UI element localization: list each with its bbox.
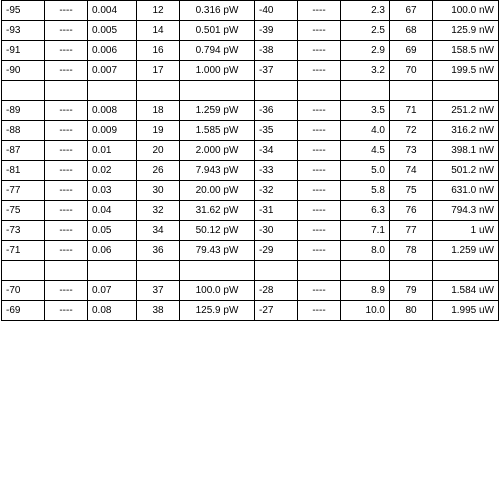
separator-left-cell: ---- bbox=[45, 21, 88, 41]
power-left-cell: 50.12 pW bbox=[180, 221, 255, 241]
level-right-cell: 8.0 bbox=[341, 241, 390, 261]
power-right-cell: 316.2 nW bbox=[433, 121, 499, 141]
dbm-value-right-cell: -35 bbox=[255, 121, 298, 141]
step-left-cell: 19 bbox=[137, 121, 180, 141]
table-row bbox=[2, 301, 499, 321]
step-left-cell: 12 bbox=[137, 1, 180, 21]
dbm-value-left-cell bbox=[2, 261, 45, 281]
power-right-cell: 398.1 nW bbox=[433, 141, 499, 161]
power-left-cell: 0.316 pW bbox=[180, 1, 255, 21]
level-right-cell: 10.0 bbox=[341, 301, 390, 321]
level-left-cell: 0.05 bbox=[88, 221, 137, 241]
separator-left-cell: ---- bbox=[45, 221, 88, 241]
power-left-cell: 7.943 pW bbox=[180, 161, 255, 181]
dbm-value-left-cell: -87 bbox=[2, 141, 45, 161]
power-left-cell: 100.0 pW bbox=[180, 281, 255, 301]
separator-left-cell: ---- bbox=[45, 201, 88, 221]
dbm-value-right-cell: -27 bbox=[255, 301, 298, 321]
step-right-cell: 72 bbox=[390, 121, 433, 141]
separator-left-cell: ---- bbox=[45, 281, 88, 301]
separator-left-cell: ---- bbox=[45, 141, 88, 161]
dbm-value-left-cell: -93 bbox=[2, 21, 45, 41]
separator-right-cell: ---- bbox=[298, 181, 341, 201]
step-left-cell: 17 bbox=[137, 61, 180, 81]
step-left-cell: 16 bbox=[137, 41, 180, 61]
dbm-value-left-cell: -70 bbox=[2, 281, 45, 301]
level-left-cell: 0.02 bbox=[88, 161, 137, 181]
level-left-cell: 0.008 bbox=[88, 101, 137, 121]
power-right-cell: 1 uW bbox=[433, 221, 499, 241]
step-right-cell: 75 bbox=[390, 181, 433, 201]
power-left-cell: 20.00 pW bbox=[180, 181, 255, 201]
dbm-value-right-cell: -28 bbox=[255, 281, 298, 301]
step-right-cell bbox=[390, 261, 433, 281]
table-row bbox=[2, 61, 499, 81]
dbm-value-right-cell: -31 bbox=[255, 201, 298, 221]
level-left-cell: 0.007 bbox=[88, 61, 137, 81]
level-right-cell: 6.3 bbox=[341, 201, 390, 221]
separator-left-cell bbox=[45, 81, 88, 101]
separator-right-cell: ---- bbox=[298, 21, 341, 41]
separator-right-cell: ---- bbox=[298, 201, 341, 221]
power-left-cell: 1.585 pW bbox=[180, 121, 255, 141]
dbm-value-left-cell: -73 bbox=[2, 221, 45, 241]
separator-right-cell: ---- bbox=[298, 101, 341, 121]
power-right-cell: 100.0 nW bbox=[433, 1, 499, 21]
table-row bbox=[2, 161, 499, 181]
power-left-cell: 0.794 pW bbox=[180, 41, 255, 61]
separator-left-cell: ---- bbox=[45, 121, 88, 141]
level-right-cell: 2.9 bbox=[341, 41, 390, 61]
dbm-value-right-cell: -34 bbox=[255, 141, 298, 161]
separator-right-cell bbox=[298, 261, 341, 281]
power-right-cell: 631.0 nW bbox=[433, 181, 499, 201]
level-right-cell: 7.1 bbox=[341, 221, 390, 241]
separator-right-cell: ---- bbox=[298, 221, 341, 241]
power-left-cell: 1.259 pW bbox=[180, 101, 255, 121]
separator-right-cell: ---- bbox=[298, 61, 341, 81]
power-right-cell: 251.2 nW bbox=[433, 101, 499, 121]
spacer-row bbox=[2, 81, 499, 101]
level-right-cell: 5.8 bbox=[341, 181, 390, 201]
step-left-cell: 20 bbox=[137, 141, 180, 161]
dbm-value-right-cell: -37 bbox=[255, 61, 298, 81]
dbm-value-left-cell: -71 bbox=[2, 241, 45, 261]
level-right-cell: 3.5 bbox=[341, 101, 390, 121]
dbm-value-left-cell: -91 bbox=[2, 41, 45, 61]
table-row bbox=[2, 141, 499, 161]
table-row bbox=[2, 281, 499, 301]
separator-right-cell: ---- bbox=[298, 1, 341, 21]
step-right-cell: 73 bbox=[390, 141, 433, 161]
table-row bbox=[2, 201, 499, 221]
dbm-value-right-cell: -38 bbox=[255, 41, 298, 61]
step-right-cell: 80 bbox=[390, 301, 433, 321]
step-left-cell: 26 bbox=[137, 161, 180, 181]
level-right-cell: 4.5 bbox=[341, 141, 390, 161]
power-right-cell: 1.259 uW bbox=[433, 241, 499, 261]
separator-left-cell: ---- bbox=[45, 1, 88, 21]
power-left-cell: 125.9 pW bbox=[180, 301, 255, 321]
level-left-cell: 0.005 bbox=[88, 21, 137, 41]
step-right-cell: 67 bbox=[390, 1, 433, 21]
dbm-value-right-cell: -32 bbox=[255, 181, 298, 201]
separator-right-cell: ---- bbox=[298, 241, 341, 261]
dbm-value-right-cell: -36 bbox=[255, 101, 298, 121]
step-right-cell: 70 bbox=[390, 61, 433, 81]
dbm-value-right-cell bbox=[255, 261, 298, 281]
level-right-cell: 2.5 bbox=[341, 21, 390, 41]
level-right-cell: 2.3 bbox=[341, 1, 390, 21]
level-left-cell bbox=[88, 81, 137, 101]
separator-right-cell: ---- bbox=[298, 141, 341, 161]
table-row bbox=[2, 41, 499, 61]
table-row bbox=[2, 221, 499, 241]
level-left-cell: 0.07 bbox=[88, 281, 137, 301]
separator-left-cell: ---- bbox=[45, 241, 88, 261]
level-left-cell: 0.03 bbox=[88, 181, 137, 201]
table-row bbox=[2, 1, 499, 21]
step-left-cell: 14 bbox=[137, 21, 180, 41]
power-right-cell bbox=[433, 81, 499, 101]
power-right-cell bbox=[433, 261, 499, 281]
step-left-cell: 32 bbox=[137, 201, 180, 221]
step-left-cell: 34 bbox=[137, 221, 180, 241]
step-right-cell bbox=[390, 81, 433, 101]
separator-right-cell: ---- bbox=[298, 41, 341, 61]
level-right-cell: 5.0 bbox=[341, 161, 390, 181]
level-left-cell: 0.06 bbox=[88, 241, 137, 261]
power-right-cell: 199.5 nW bbox=[433, 61, 499, 81]
step-left-cell: 38 bbox=[137, 301, 180, 321]
dbm-value-right-cell: -30 bbox=[255, 221, 298, 241]
power-conversion-table bbox=[1, 0, 499, 321]
step-left-cell: 30 bbox=[137, 181, 180, 201]
dbm-value-left-cell: -81 bbox=[2, 161, 45, 181]
table-row bbox=[2, 241, 499, 261]
step-left-cell: 37 bbox=[137, 281, 180, 301]
step-left-cell: 36 bbox=[137, 241, 180, 261]
level-left-cell: 0.01 bbox=[88, 141, 137, 161]
table-row bbox=[2, 101, 499, 121]
separator-right-cell: ---- bbox=[298, 281, 341, 301]
separator-right-cell bbox=[298, 81, 341, 101]
power-right-cell: 501.2 nW bbox=[433, 161, 499, 181]
dbm-value-right-cell: -29 bbox=[255, 241, 298, 261]
step-right-cell: 77 bbox=[390, 221, 433, 241]
separator-left-cell: ---- bbox=[45, 101, 88, 121]
step-right-cell: 68 bbox=[390, 21, 433, 41]
power-right-cell: 794.3 nW bbox=[433, 201, 499, 221]
level-left-cell bbox=[88, 261, 137, 281]
power-left-cell: 31.62 pW bbox=[180, 201, 255, 221]
table-body bbox=[2, 1, 499, 321]
step-right-cell: 79 bbox=[390, 281, 433, 301]
separator-right-cell: ---- bbox=[298, 161, 341, 181]
spacer-row bbox=[2, 261, 499, 281]
power-left-cell: 2.000 pW bbox=[180, 141, 255, 161]
step-right-cell: 74 bbox=[390, 161, 433, 181]
level-right-cell bbox=[341, 261, 390, 281]
dbm-value-right-cell: -40 bbox=[255, 1, 298, 21]
dbm-value-left-cell: -69 bbox=[2, 301, 45, 321]
power-right-cell: 1.995 uW bbox=[433, 301, 499, 321]
power-left-cell bbox=[180, 261, 255, 281]
power-right-cell: 158.5 nW bbox=[433, 41, 499, 61]
separator-right-cell: ---- bbox=[298, 121, 341, 141]
separator-left-cell: ---- bbox=[45, 301, 88, 321]
dbm-value-left-cell: -95 bbox=[2, 1, 45, 21]
separator-left-cell: ---- bbox=[45, 181, 88, 201]
level-right-cell: 3.2 bbox=[341, 61, 390, 81]
level-right-cell bbox=[341, 81, 390, 101]
level-left-cell: 0.08 bbox=[88, 301, 137, 321]
separator-left-cell bbox=[45, 261, 88, 281]
step-right-cell: 78 bbox=[390, 241, 433, 261]
level-left-cell: 0.04 bbox=[88, 201, 137, 221]
dbm-value-left-cell: -77 bbox=[2, 181, 45, 201]
dbm-value-left-cell bbox=[2, 81, 45, 101]
level-left-cell: 0.006 bbox=[88, 41, 137, 61]
level-left-cell: 0.004 bbox=[88, 1, 137, 21]
step-left-cell: 18 bbox=[137, 101, 180, 121]
table-row bbox=[2, 181, 499, 201]
separator-left-cell: ---- bbox=[45, 61, 88, 81]
dbm-value-left-cell: -75 bbox=[2, 201, 45, 221]
table-row bbox=[2, 21, 499, 41]
step-left-cell bbox=[137, 81, 180, 101]
dbm-value-right-cell: -33 bbox=[255, 161, 298, 181]
level-right-cell: 8.9 bbox=[341, 281, 390, 301]
power-left-cell bbox=[180, 81, 255, 101]
power-right-cell: 125.9 nW bbox=[433, 21, 499, 41]
step-left-cell bbox=[137, 261, 180, 281]
level-left-cell: 0.009 bbox=[88, 121, 137, 141]
table-row bbox=[2, 121, 499, 141]
step-right-cell: 71 bbox=[390, 101, 433, 121]
dbm-value-right-cell: -39 bbox=[255, 21, 298, 41]
dbm-value-left-cell: -90 bbox=[2, 61, 45, 81]
power-right-cell: 1.584 uW bbox=[433, 281, 499, 301]
power-left-cell: 79.43 pW bbox=[180, 241, 255, 261]
separator-right-cell: ---- bbox=[298, 301, 341, 321]
step-right-cell: 76 bbox=[390, 201, 433, 221]
power-left-cell: 1.000 pW bbox=[180, 61, 255, 81]
power-left-cell: 0.501 pW bbox=[180, 21, 255, 41]
separator-left-cell: ---- bbox=[45, 41, 88, 61]
level-right-cell: 4.0 bbox=[341, 121, 390, 141]
step-right-cell: 69 bbox=[390, 41, 433, 61]
dbm-value-left-cell: -89 bbox=[2, 101, 45, 121]
dbm-value-left-cell: -88 bbox=[2, 121, 45, 141]
separator-left-cell: ---- bbox=[45, 161, 88, 181]
dbm-value-right-cell bbox=[255, 81, 298, 101]
